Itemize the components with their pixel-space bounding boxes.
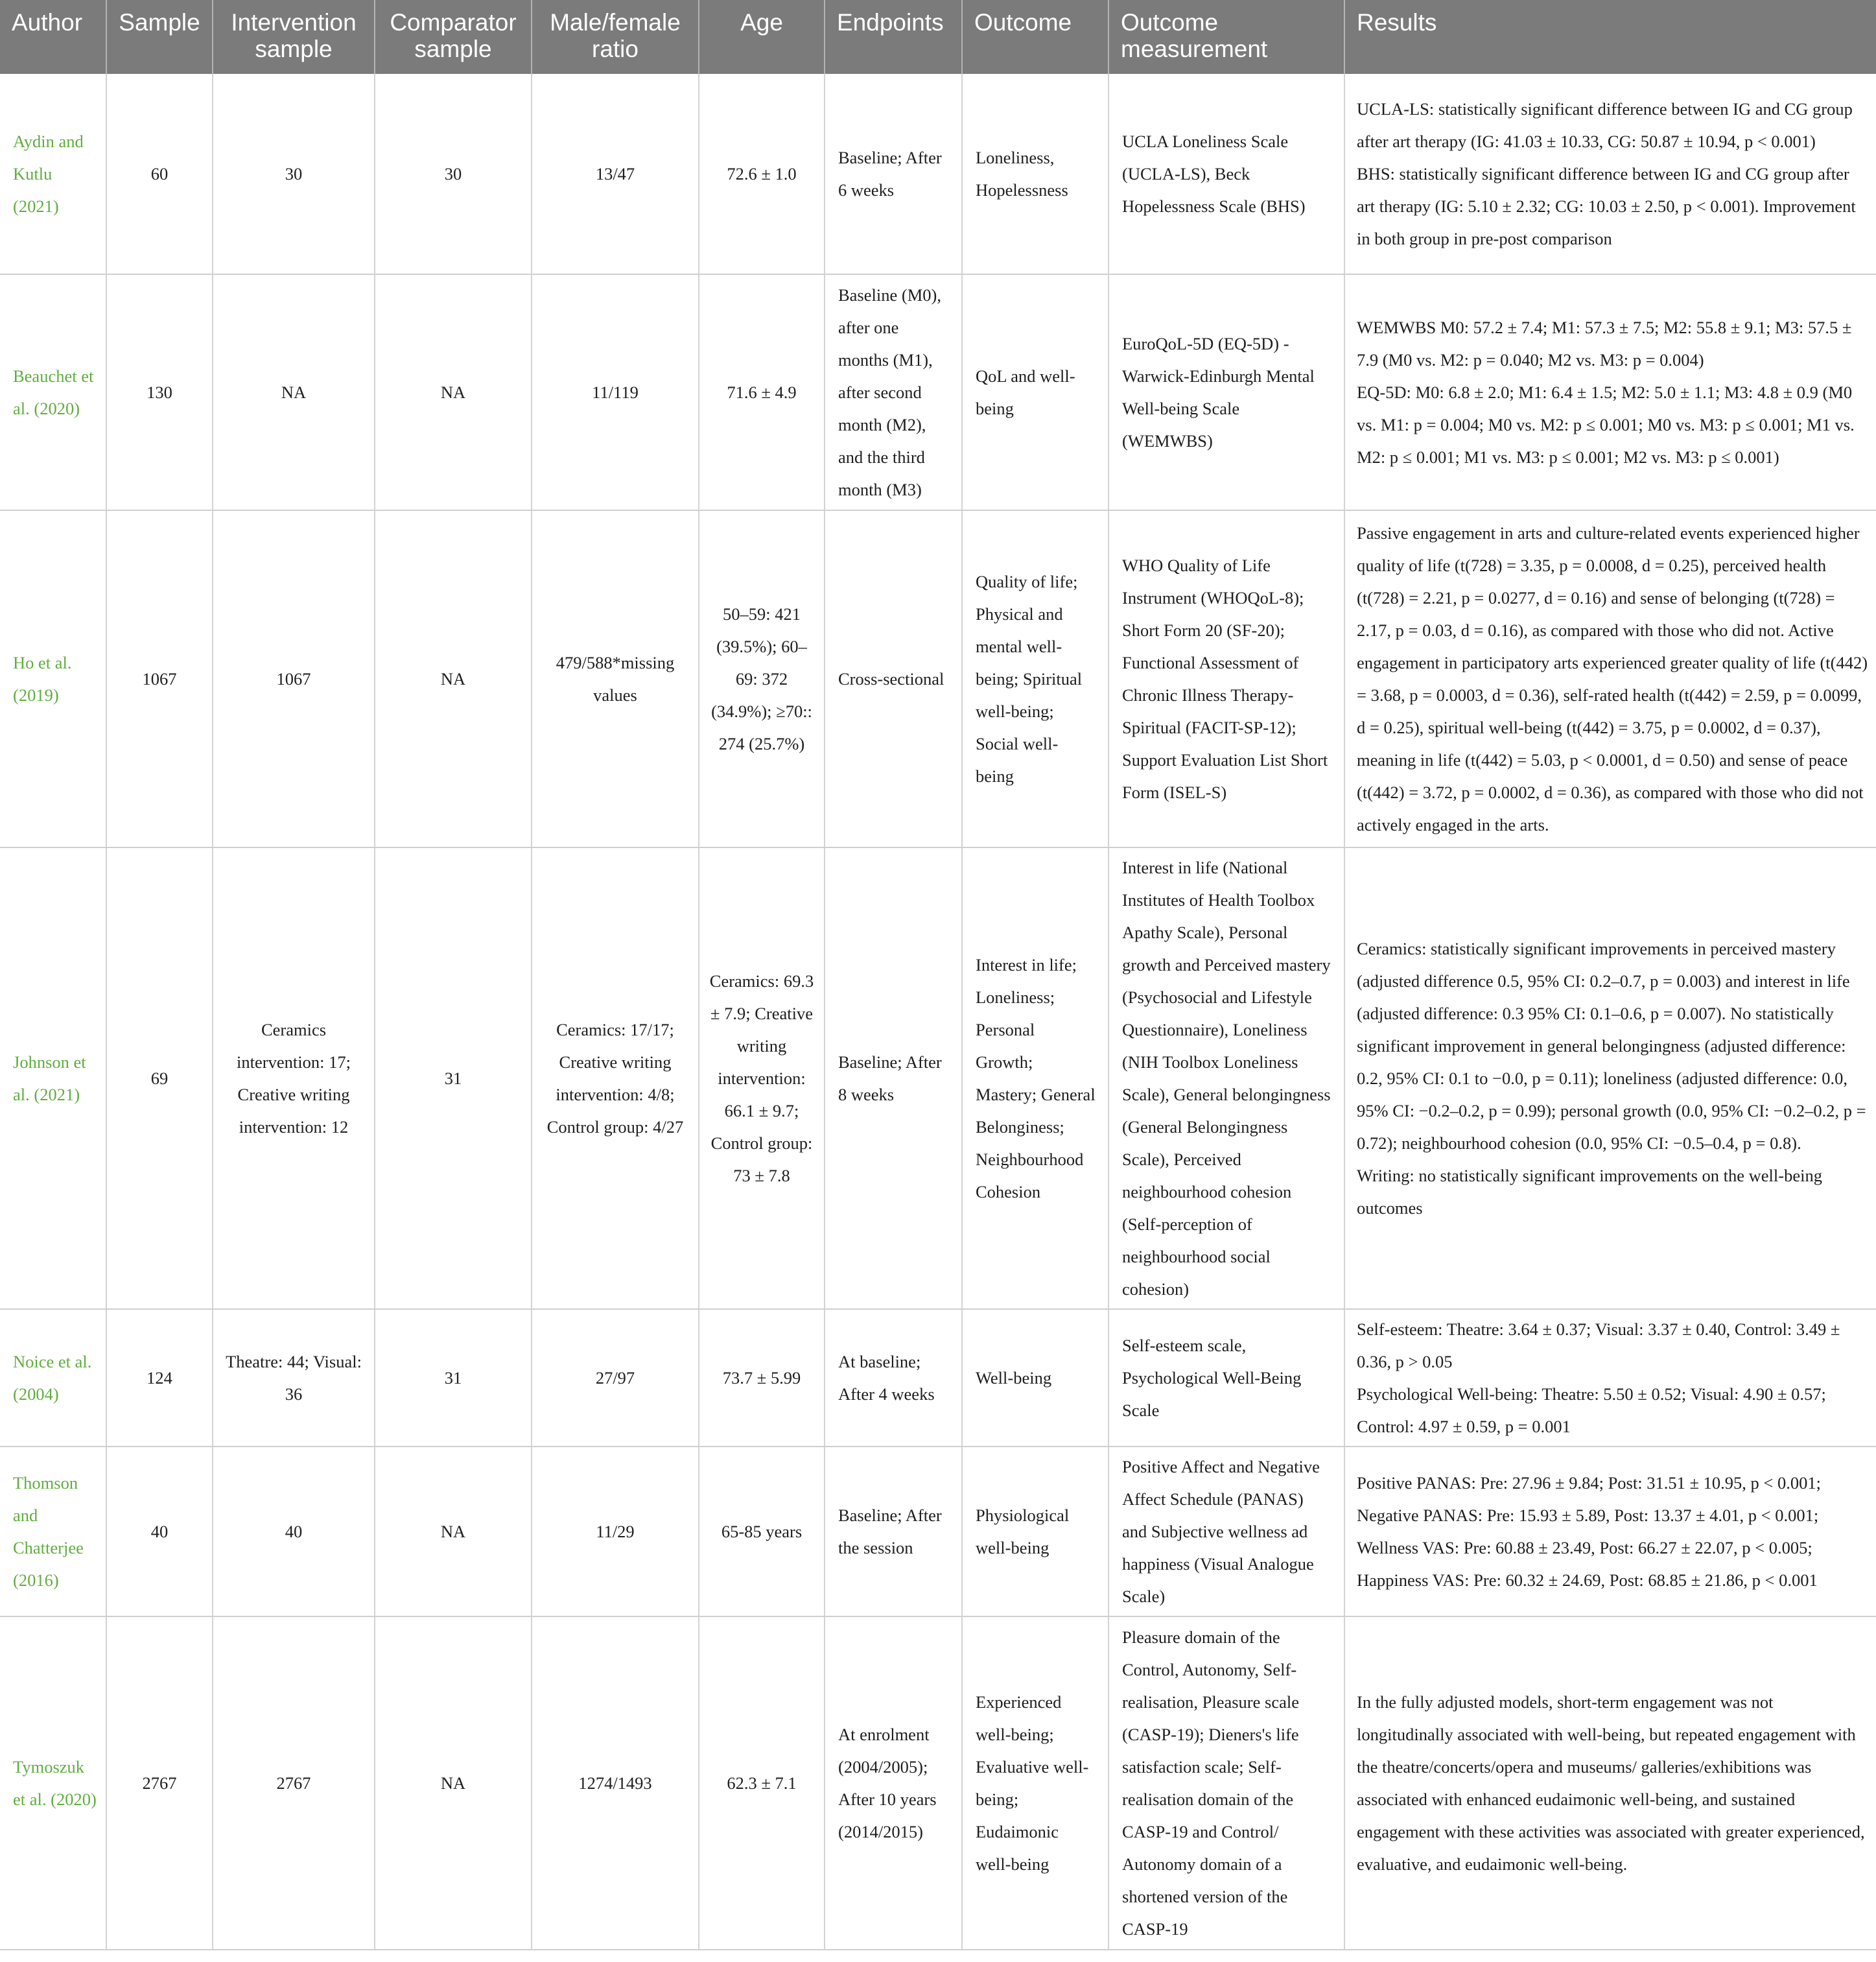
- ratio-cell: 27/97: [532, 1309, 699, 1447]
- table-row: [0, 274, 1876, 510]
- outcome-cell: Experienced well-being; Evaluative well-being; Eudaimonic well-being: [962, 1616, 1108, 1950]
- table-row: [0, 1309, 1876, 1447]
- header-author: Author: [0, 0, 106, 74]
- comparator-cell: 30: [375, 74, 532, 274]
- results-line: Writing: no statistically significant improvements on the well-being outcomes: [1357, 1166, 1822, 1218]
- header-comparator-sample: Comparator sample: [375, 0, 532, 74]
- author-cell[interactable]: Ho et al. (2019): [0, 510, 106, 847]
- sample-cell: 124: [106, 1309, 213, 1447]
- table-row: [0, 510, 1876, 847]
- results-line: EQ-5D: M0: 6.8 ± 2.0; M1: 6.4 ± 1.5; M2: 5.0 ± 1.1; M3: 4.8 ± 0.9 (M0 vs. M1: p = 0.004; M0 vs. M2: p ≤ 0.001; M0 vs. M3: p ≤ 0.001; M1 vs. M2: p ≤ 0.001; M1 vs. M3: p ≤ 0.001; M2 vs. M3: p ≤ 0.001): [1357, 383, 1855, 467]
- measurement-cell: Positive Affect and Negative Affect Schedule (PANAS) and Subjective wellness ad happiness (Visual Analogue Scale): [1108, 1447, 1344, 1616]
- comparator-cell: NA: [375, 1447, 532, 1616]
- header-male-female-ratio: Male/female ratio: [532, 0, 699, 74]
- comparator-cell: NA: [375, 510, 532, 847]
- intervention-cell: Ceramics intervention: 17; Creative writing intervention: 12: [213, 847, 375, 1309]
- author-cell[interactable]: Tymoszuk et al. (2020): [0, 1616, 106, 1950]
- measurement-cell: WHO Quality of Life Instrument (WHOQoL-8); Short Form 20 (SF-20); Functional Assessment of Chronic Illness Therapy-Spiritual (FACIT-SP-12); Support Evaluation List Short Form (ISEL-S): [1108, 510, 1344, 847]
- results-cell: [1344, 1447, 1876, 1616]
- comparator-cell: 31: [375, 847, 532, 1309]
- header-sample: Sample: [106, 0, 213, 74]
- comparator-cell: NA: [375, 274, 532, 510]
- table-row: [0, 1447, 1876, 1616]
- outcome-cell: Quality of life; Physical and mental well-being; Spiritual well-being; Social well-being: [962, 510, 1108, 847]
- sample-cell: 2767: [106, 1616, 213, 1950]
- measurement-cell: UCLA Loneliness Scale (UCLA-LS), Beck Hopelessness Scale (BHS): [1108, 74, 1344, 274]
- measurement-cell: Interest in life (National Institutes of Health Toolbox Apathy Scale), Personal growth and Perceived mastery (Psychosocial and Lifestyle Questionnaire), Loneliness (NIH Toolbox Loneliness Scale), General belongingness (General Belongingness Scale), Perceived neighbourhood cohesion (Self-perception of neighbourhood social cohesion): [1108, 847, 1344, 1309]
- sample-cell: 40: [106, 1447, 213, 1616]
- sample-cell: 60: [106, 74, 213, 274]
- header-age: Age: [699, 0, 825, 74]
- outcome-cell: Interest in life; Loneliness; Personal Growth; Mastery; General Belonginess; Neighbourhood Cohesion: [962, 847, 1108, 1309]
- comparator-cell: 31: [375, 1309, 532, 1447]
- age-cell: Ceramics: 69.3 ± 7.9; Creative writing intervention: 66.1 ± 9.7; Control group: 73 ± 7.8: [699, 847, 825, 1309]
- endpoints-cell: Baseline; After 6 weeks: [825, 74, 962, 274]
- endpoints-cell: Baseline; After the session: [825, 1447, 962, 1616]
- endpoints-cell: At baseline; After 4 weeks: [825, 1309, 962, 1447]
- author-cell[interactable]: Aydin and Kutlu (2021): [0, 74, 106, 274]
- results-cell: [1344, 274, 1876, 510]
- outcome-cell: QoL and well-being: [962, 274, 1108, 510]
- outcome-cell: Physiological well-being: [962, 1447, 1108, 1616]
- table-row: [0, 1616, 1876, 1950]
- sample-cell: 130: [106, 274, 213, 510]
- author-cell[interactable]: Thomson and Chatterjee (2016): [0, 1447, 106, 1616]
- results-line: In the fully adjusted models, short-term engagement was not longitudinally associated with well-being, but repeated engagement with the theatre/concerts/opera and museums/ galleries/exhibitions was associated with enhanced eudaimonic well-being, and sustained engagement with these activities was associated with greater experienced, evaluative, and eudaimonic well-being.: [1357, 1692, 1865, 1874]
- endpoints-cell: Cross-sectional: [825, 510, 962, 847]
- header-intervention-sample: Intervention sample: [213, 0, 375, 74]
- measurement-cell: Self-esteem scale, Psychological Well-Being Scale: [1108, 1309, 1344, 1447]
- results-line: UCLA-LS: statistically significant difference between IG and CG group after art therapy (IG: 41.03 ± 10.33, CG: 50.87 ± 10.94, p < 0.001): [1357, 99, 1853, 151]
- endpoints-cell: At enrolment (2004/2005); After 10 years (2014/2015): [825, 1616, 962, 1950]
- age-cell: 50–59: 421 (39.5%); 60–69: 372 (34.9%); ≥70:: 274 (25.7%): [699, 510, 825, 847]
- table-row: [0, 847, 1876, 1309]
- endpoints-cell: Baseline; After 8 weeks: [825, 847, 962, 1309]
- header-row: [0, 0, 1876, 74]
- results-cell: [1344, 1616, 1876, 1950]
- intervention-cell: Theatre: 44; Visual: 36: [213, 1309, 375, 1447]
- results-cell: [1344, 510, 1876, 847]
- outcome-cell: Well-being: [962, 1309, 1108, 1447]
- age-cell: 73.7 ± 5.99: [699, 1309, 825, 1447]
- results-line: WEMWBS M0: 57.2 ± 7.4; M1: 57.3 ± 7.5; M2: 55.8 ± 9.1; M3: 57.5 ± 7.9 (M0 vs. M2: p = 0.040; M2 vs. M3: p = 0.004): [1357, 318, 1852, 370]
- header-outcome-measurement: Outcome measurement: [1108, 0, 1344, 74]
- ratio-cell: 1274/1493: [532, 1616, 699, 1950]
- results-line: Ceramics: statistically significant improvements in perceived mastery (adjusted difference 0.5, 95% CI: 0.2–0.7, p = 0.003) and interest in life (adjusted difference: 0.3 95% CI: 0.1–0.6, p = 0.007). No statistically significant improvement in general belongingness (adjusted difference: 0.2, 95% CI: 0.1 to −0.0, p = 0.11); loneliness (adjusted difference: 0.0, 95% CI: −0.2–0.2, p = 0.99); personal growth (0.0, 95% CI: −0.2–0.2, p = 0.72); neighbourhood cohesion (0.0, 95% CI: −0.5–0.4, p = 0.8).: [1357, 939, 1866, 1153]
- author-cell[interactable]: Beauchet et al. (2020): [0, 274, 106, 510]
- age-cell: 72.6 ± 1.0: [699, 74, 825, 274]
- outcome-cell: Loneliness, Hopelessness: [962, 74, 1108, 274]
- age-cell: 71.6 ± 4.9: [699, 274, 825, 510]
- author-cell[interactable]: Johnson et al. (2021): [0, 847, 106, 1309]
- intervention-cell: 30: [213, 74, 375, 274]
- intervention-cell: 1067: [213, 510, 375, 847]
- ratio-cell: 11/29: [532, 1447, 699, 1616]
- measurement-cell: EuroQoL-5D (EQ-5D) - Warwick-Edinburgh Mental Well-being Scale (WEMWBS): [1108, 274, 1344, 510]
- results-line: Passive engagement in arts and culture-related events experienced higher quality of life (t(728) = 3.35, p = 0.0008, d = 0.25), perceived health (t(728) = 2.21, p = 0.0277, d = 0.16) and sense of belonging (t(728) = 2.17, p = 0.03, d = 0.16), as compared with those who did not. Active engagement in participatory arts experienced greater quality of life (t(442) = 3.68, p = 0.0003, d = 0.36), self-rated health (t(442) = 2.59, p = 0.0099, d = 0.25), spiritual well-being (t(442) = 3.75, p = 0.0002, d = 0.37), meaning in life (t(442) = 5.03, p < 0.0001, d = 0.50) and sense of peace (t(442) = 3.72, p = 0.0002, d = 0.36), as compared with those who did not actively engaged in the arts.: [1357, 523, 1868, 834]
- results-line: BHS: statistically significant difference between IG and CG group after art therapy (IG: 5.10 ± 2.32; CG: 10.03 ± 2.50, p < 0.001). Improvement in both group in pre-post comparison: [1357, 164, 1856, 248]
- results-cell: [1344, 847, 1876, 1309]
- results-line: Self-esteem: Theatre: 3.64 ± 0.37; Visual: 3.37 ± 0.40, Control: 3.49 ± 0.36, p > 0.05: [1357, 1319, 1840, 1371]
- results-line: Psychological Well-being: Theatre: 5.50 ± 0.52; Visual: 4.90 ± 0.57; Control: 4.97 ± 0.59, p = 0.001: [1357, 1384, 1826, 1436]
- intervention-cell: NA: [213, 274, 375, 510]
- header-outcome: Outcome: [962, 0, 1108, 74]
- ratio-cell: 13/47: [532, 74, 699, 274]
- age-cell: 62.3 ± 7.1: [699, 1616, 825, 1950]
- ratio-cell: 11/119: [532, 274, 699, 510]
- intervention-cell: 2767: [213, 1616, 375, 1950]
- table-row: [0, 74, 1876, 274]
- results-line: Positive PANAS: Pre: 27.96 ± 9.84; Post: 31.51 ± 10.95, p < 0.001; Negative PANAS: Pre: 15.93 ± 5.89, Post: 13.37 ± 4.01, p < 0.001; Wellness VAS: Pre: 60.88 ± 23.49, Post: 66.27 ± 22.07, p < 0.005; Happiness VAS: Pre: 60.32 ± 24.69, Post: 68.85 ± 21.86, p < 0.001: [1357, 1473, 1821, 1590]
- results-cell: [1344, 74, 1876, 274]
- endpoints-cell: Baseline (M0), after one months (M1), after second month (M2), and the third month (M3): [825, 274, 962, 510]
- sample-cell: 69: [106, 847, 213, 1309]
- intervention-cell: 40: [213, 1447, 375, 1616]
- comparator-cell: NA: [375, 1616, 532, 1950]
- measurement-cell: Pleasure domain of the Control, Autonomy, Self-realisation, Pleasure scale (CASP-19); Dieners's life satisfaction scale; Self-realisation domain of the CASP-19 and Control/ Autonomy domain of a shortened version of the CASP-19: [1108, 1616, 1344, 1950]
- ratio-cell: Ceramics: 17/17; Creative writing intervention: 4/8; Control group: 4/27: [532, 847, 699, 1309]
- header-results: Results: [1344, 0, 1876, 74]
- author-cell[interactable]: Noice et al. (2004): [0, 1309, 106, 1447]
- header-endpoints: Endpoints: [825, 0, 962, 74]
- sample-cell: 1067: [106, 510, 213, 847]
- age-cell: 65-85 years: [699, 1447, 825, 1616]
- results-cell: [1344, 1309, 1876, 1447]
- ratio-cell: 479/588*missing values: [532, 510, 699, 847]
